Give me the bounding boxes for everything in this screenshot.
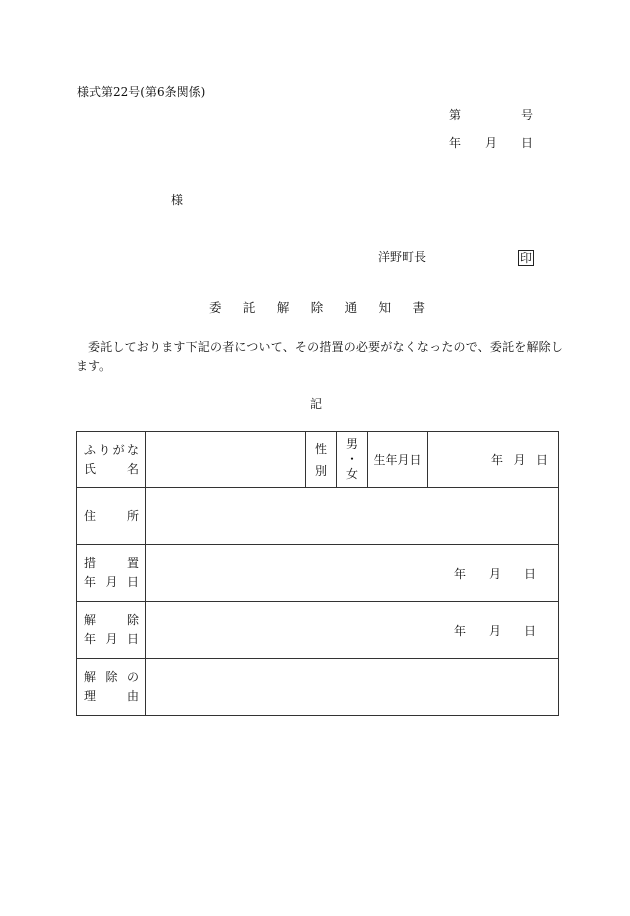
measure-label-char: 月	[105, 575, 118, 589]
address-value-cell[interactable]	[146, 488, 559, 545]
address-label-char: 所	[126, 508, 139, 523]
name-label-char: 氏	[84, 461, 97, 476]
reason-label-char: 理	[84, 689, 97, 703]
measure-date-value-cell[interactable]	[146, 545, 559, 602]
body-text-line-1: 委託しております下記の者について、その措置の必要がなくなったので、委託を解除し	[88, 340, 564, 354]
address-label-char: 住	[84, 508, 97, 523]
measure-month: 月	[488, 566, 501, 581]
release-label-char: 除	[126, 613, 139, 627]
issue-date-month: 月	[484, 136, 497, 150]
title-char: 託	[242, 300, 256, 315]
sex-separator: ・	[345, 452, 358, 466]
issue-date-day: 日	[520, 136, 533, 150]
measure-label-char: 年	[84, 575, 97, 589]
measure-day: 日	[523, 566, 536, 581]
address-label-cell	[77, 488, 146, 545]
measure-label-char: 置	[126, 556, 139, 570]
table-row-name	[77, 432, 559, 488]
release-label-char: 日	[126, 632, 139, 646]
doc-no-prefix: 第	[449, 108, 462, 122]
sex-female: 女	[345, 467, 358, 481]
release-date-value-cell[interactable]	[146, 602, 559, 659]
table-row-reason	[77, 659, 559, 716]
measure-year: 年	[454, 566, 467, 581]
title-char: 書	[412, 300, 425, 315]
doc-no-suffix: 号	[520, 108, 533, 122]
sex-male: 男	[345, 437, 358, 451]
reason-label-char: 由	[126, 689, 139, 703]
table-row-release-date	[77, 602, 559, 659]
birth-month: 月	[513, 453, 526, 467]
issue-date-year: 年	[449, 136, 462, 150]
furigana-char: ふ	[84, 442, 97, 457]
measure-date-label-cell	[77, 545, 146, 602]
release-label-char: 解	[84, 613, 97, 627]
title-char: 通	[344, 300, 358, 315]
birth-label-cell	[368, 432, 428, 488]
ki-heading: 記	[310, 397, 323, 411]
birth-label: 生年月日	[373, 453, 422, 467]
measure-label-char: 日	[126, 575, 139, 589]
reason-label-char: 除	[105, 670, 118, 684]
sender-title: 洋野町長	[378, 250, 427, 264]
birth-year: 年	[491, 453, 504, 467]
release-date-label-cell	[77, 602, 146, 659]
document-number	[449, 109, 533, 121]
release-label-char: 年	[84, 632, 97, 646]
addressee-honorific: 様	[171, 193, 184, 207]
reason-label-cell	[77, 659, 146, 716]
reason-label-char: の	[126, 670, 139, 684]
name-label-char: 名	[126, 461, 139, 476]
seal-stamp-icon: 印	[520, 251, 533, 265]
seal-mark	[518, 250, 534, 266]
title-char: 除	[310, 300, 324, 315]
reason-label-char: 解	[84, 670, 97, 684]
sex-value-cell[interactable]	[337, 432, 368, 488]
notice-table	[76, 431, 559, 716]
release-label-char: 月	[105, 632, 118, 646]
release-day: 日	[523, 623, 536, 638]
form-number: 様式第22号(第6条関係)	[77, 85, 206, 99]
release-month: 月	[488, 623, 501, 638]
birth-day: 日	[535, 453, 548, 467]
body-text-line-2: ます。	[76, 359, 112, 373]
document-title	[209, 302, 425, 315]
table-row-measure-date	[77, 545, 559, 602]
furigana-char: り	[98, 442, 111, 457]
name-value-cell[interactable]	[146, 432, 306, 488]
issue-date	[449, 137, 533, 149]
reason-value-cell[interactable]	[146, 659, 559, 716]
sex-label-char: 性	[314, 441, 327, 456]
name-label-cell	[77, 432, 146, 488]
title-char: 解	[276, 300, 290, 315]
birth-value-cell[interactable]	[428, 432, 559, 488]
table-row-address	[77, 488, 559, 545]
title-char: 知	[378, 300, 392, 315]
furigana-char: な	[126, 442, 139, 457]
furigana-char: が	[112, 442, 125, 457]
measure-label-char: 措	[84, 556, 97, 570]
title-char: 委	[209, 300, 222, 315]
sex-label-cell	[306, 432, 337, 488]
release-year: 年	[454, 623, 467, 638]
sex-label-char: 別	[314, 463, 327, 478]
